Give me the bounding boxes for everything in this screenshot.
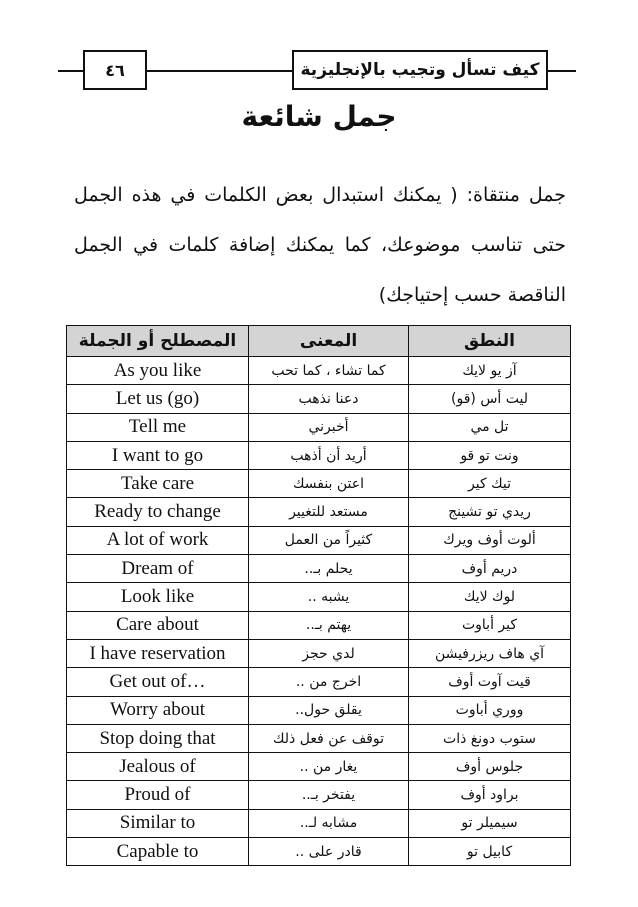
term-cell: Take care [67, 470, 249, 498]
table-header-row [67, 326, 571, 357]
phrases-table [66, 325, 571, 866]
meaning-cell: أريد أن أذهب [249, 441, 409, 469]
table-row [67, 668, 571, 696]
term-cell: Let us (go) [67, 385, 249, 413]
pronunciation-cell: تل مي [409, 413, 571, 441]
table-row [67, 753, 571, 781]
table-row [67, 696, 571, 724]
meaning-cell: يشبه .. [249, 583, 409, 611]
term-cell: Stop doing that [67, 724, 249, 752]
term-cell: Get out of… [67, 668, 249, 696]
table-row [67, 441, 571, 469]
meaning-cell: يحلم بـ.. [249, 555, 409, 583]
meaning-cell: يفتخر بـ.. [249, 781, 409, 809]
pronunciation-cell: ألوت أوف ويرك [409, 526, 571, 554]
meaning-cell: مستعد للتغيير [249, 498, 409, 526]
meaning-cell: دعنا نذهب [249, 385, 409, 413]
header-pronunciation: النطق [409, 326, 571, 357]
meaning-cell: يهتم بـ.. [249, 611, 409, 639]
term-cell: Ready to change [67, 498, 249, 526]
pronunciation-cell: ونت تو قو [409, 441, 571, 469]
meaning-cell: لدي حجز [249, 639, 409, 667]
table-row [67, 611, 571, 639]
term-cell: Tell me [67, 413, 249, 441]
term-cell: As you like [67, 357, 249, 385]
meaning-cell: يقلق حول.. [249, 696, 409, 724]
pronunciation-cell: تيك كير [409, 470, 571, 498]
pronunciation-cell: براود أوف [409, 781, 571, 809]
term-cell: I want to go [67, 441, 249, 469]
term-cell: Similar to [67, 809, 249, 837]
term-cell: Care about [67, 611, 249, 639]
term-cell: Capable to [67, 838, 249, 866]
term-cell: I have reservation [67, 639, 249, 667]
meaning-cell: اعتن بنفسك [249, 470, 409, 498]
header-meaning: المعنى [249, 326, 409, 357]
pronunciation-cell: آز يو لايك [409, 357, 571, 385]
table-row [67, 498, 571, 526]
meaning-cell: اخرج من .. [249, 668, 409, 696]
section-title: جمل شائعة [241, 100, 397, 133]
page-number: ٤٦ [83, 50, 147, 90]
pronunciation-cell: سيميلر تو [409, 809, 571, 837]
table-row [67, 470, 571, 498]
meaning-cell: يغار من .. [249, 753, 409, 781]
term-cell: A lot of work [67, 526, 249, 554]
pronunciation-cell: ووري أباوت [409, 696, 571, 724]
header-term: المصطلح أو الجملة [67, 326, 249, 357]
term-cell: Proud of [67, 781, 249, 809]
table-row [67, 781, 571, 809]
table-row [67, 639, 571, 667]
intro-paragraph: جمل منتقاة: ( يمكنك استبدال بعض الكلمات في هذه الجمل حتى تناسب موضوعك، كما يمكنك إضافة كلمات في الجمل الناقصة حسب إحتياجك) [74, 184, 566, 306]
pronunciation-cell: دريم أوف [409, 555, 571, 583]
pronunciation-cell: جلوس أوف [409, 753, 571, 781]
term-cell: Jealous of [67, 753, 249, 781]
pronunciation-cell: كابيل تو [409, 838, 571, 866]
meaning-cell: أخبرني [249, 413, 409, 441]
table-row [67, 526, 571, 554]
pronunciation-cell: آي هاف ريزرفيشن [409, 639, 571, 667]
pronunciation-cell: قيت آوت أوف [409, 668, 571, 696]
table-row [67, 555, 571, 583]
table-row [67, 724, 571, 752]
table-row [67, 413, 571, 441]
term-cell: Look like [67, 583, 249, 611]
table-row [67, 583, 571, 611]
meaning-cell: كثيراً من العمل [249, 526, 409, 554]
meaning-cell: توقف عن فعل ذلك [249, 724, 409, 752]
meaning-cell: قادر على .. [249, 838, 409, 866]
book-title: كيف تسأل وتجيب بالإنجليزية [292, 50, 548, 90]
pronunciation-cell: ليت أس (قو) [409, 385, 571, 413]
table-body [67, 357, 571, 866]
meaning-cell: كما تشاء ، كما تحب [249, 357, 409, 385]
table-row [67, 838, 571, 866]
meaning-cell: مشابه لـ.. [249, 809, 409, 837]
pronunciation-cell: ستوب دونغ ذات [409, 724, 571, 752]
table-row [67, 357, 571, 385]
table-row [67, 809, 571, 837]
pronunciation-cell: لوك لايك [409, 583, 571, 611]
term-cell: Dream of [67, 555, 249, 583]
pronunciation-cell: ريدي تو تشينج [409, 498, 571, 526]
term-cell: Worry about [67, 696, 249, 724]
table-row [67, 385, 571, 413]
pronunciation-cell: كير أباوت [409, 611, 571, 639]
